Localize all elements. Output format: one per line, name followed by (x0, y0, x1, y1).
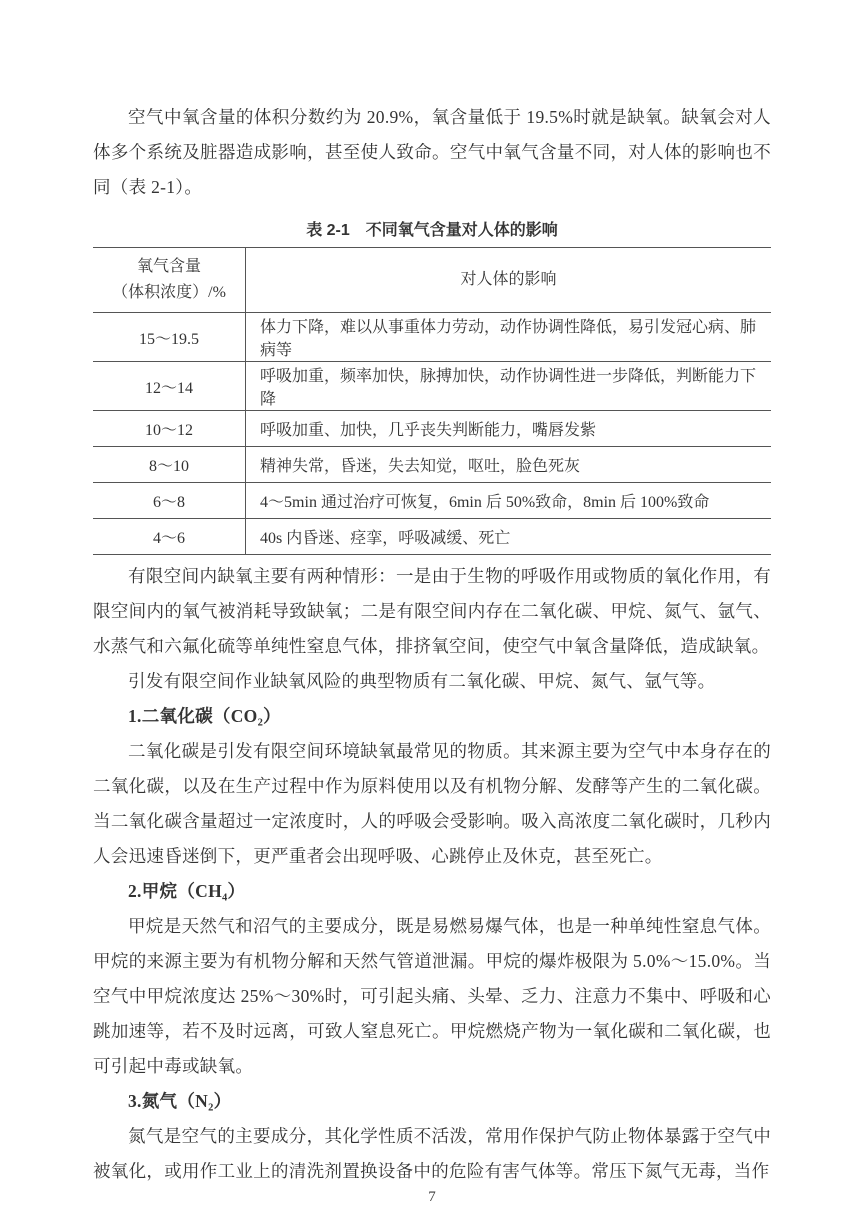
section-body-co2: 二氧化碳是引发有限空间环境缺氧最常见的物质。其来源主要为空气中本身存在的二氧化碳，以及在生产过程中作为原料使用以及有机物分解、发酵等产生的二氧化碳。当二氧化碳含量超过一定浓度时，人的呼吸会受影响。吸入高浓度二氧化碳时，几秒内人会迅速昏迷倒下，更严重者会出现呼吸、心跳停止及休克，甚至死亡。 (93, 741, 771, 866)
effect-cell: 呼吸加重，频率加快，脉搏加快，动作协调性进一步降低，判断能力下降 (246, 362, 771, 411)
table-row (93, 362, 771, 411)
table-row (93, 313, 771, 362)
oxygen-range-cell: 15～19.5 (93, 313, 246, 362)
effect-cell: 呼吸加重、加快，几乎丧失判断能力，嘴唇发紫 (246, 411, 771, 447)
section-heading-co2: 1.二氧化碳（CO₂） (128, 706, 281, 726)
effect-cell: 40s 内昏迷、痉挛，呼吸减缓、死亡 (246, 519, 771, 555)
effect-cell: 精神失常，昏迷，失去知觉，呕吐，脸色死灰 (246, 447, 771, 483)
table-row (93, 447, 771, 483)
section-heading-n2: 3.氮气（N₂） (128, 1091, 232, 1111)
oxygen-range-cell: 10～12 (93, 411, 246, 447)
table-row (93, 519, 771, 555)
table-header-row (93, 248, 771, 313)
effect-cell: 体力下降，难以从事重体力劳动，动作协调性降低，易引发冠心病、肺病等 (246, 313, 771, 362)
table-row (93, 483, 771, 519)
table-row (93, 411, 771, 447)
header-oxygen-content (93, 248, 246, 313)
causes-paragraph: 有限空间内缺氧主要有两种情形：一是由于生物的呼吸作用或物质的氧化作用，有限空间内的氧气被消耗导致缺氧；二是有限空间内存在二氧化碳、甲烷、氮气、氩气、水蒸气和六氟化硫等单纯性窒息气体，排挤氧空间，使空气中氧含量降低，造成缺氧。 (93, 566, 771, 656)
section-heading-ch4: 2.甲烷（CH₄） (128, 881, 246, 901)
oxygen-range-cell: 6～8 (93, 483, 246, 519)
page-footer (93, 1189, 771, 1221)
header-effect: 对人体的影响 (246, 248, 771, 313)
oxygen-range-cell: 4～6 (93, 519, 246, 555)
oxygen-effects-table (93, 247, 771, 555)
intro-paragraph: 空气中氧含量的体积分数约为 20.9%，氧含量低于 19.5%时就是缺氧。缺氧会对人体多个系统及脏器造成影响，甚至使人致命。空气中氧气含量不同，对人体的影响也不同（表 2-1）。 (93, 107, 771, 197)
oxygen-range-cell: 12～14 (93, 362, 246, 411)
section-body-ch4: 甲烷是天然气和沼气的主要成分，既是易燃易爆气体，也是一种单纯性窒息气体。甲烷的来源主要为有机物分解和天然气管道泄漏。甲烷的爆炸极限为 5.0%～15.0%。当空气中甲烷浓度达 25%～30%时，可引起头痛、头晕、乏力、注意力不集中、呼吸和心跳加速等，若不及时远离，可致人窒息死亡。甲烷燃烧产物为一氧化碳和二氧化碳，也可引起中毒或缺氧。 (93, 916, 771, 1076)
table-caption: 表 2-1 不同氧气含量对人体的影响 (306, 222, 558, 239)
typical-substances-paragraph: 引发有限空间作业缺氧风险的典型物质有二氧化碳、甲烷、氮气、氩气等。 (128, 671, 716, 691)
effect-cell: 4～5min 通过治疗可恢复，6min 后 50%致命，8min 后 100%致命 (246, 483, 771, 519)
header-oxygen-line2: （体积浓度）/% (112, 284, 226, 301)
page-number: 7 (428, 1189, 436, 1205)
oxygen-range-cell: 8～10 (93, 447, 246, 483)
section-body-n2: 氮气是空气的主要成分，其化学性质不活泼，常用作保护气防止物体暴露于空气中被氧化，或用作工业上的清洗剂置换设备中的危险有害气体等。常压下氮气无毒，当作 (93, 1126, 771, 1181)
header-oxygen-line1: 氧气含量 (137, 258, 202, 275)
